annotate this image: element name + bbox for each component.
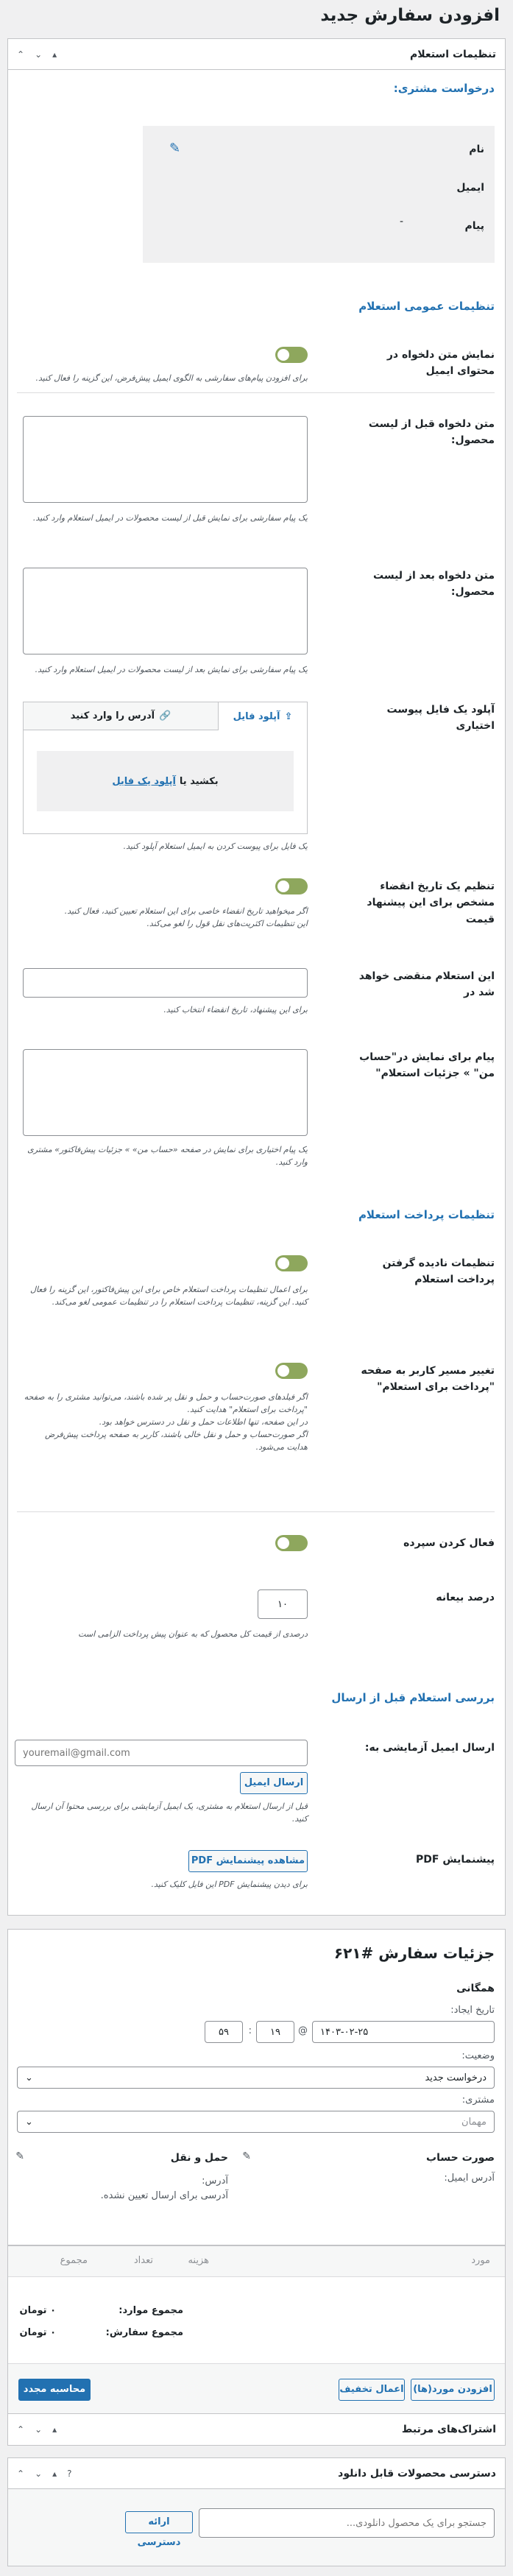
- before-list-desc: یک پیام سفارشی برای نمایش قبل از لیست محصولات در ایمیل استعلام وارد کنید.: [32, 513, 308, 523]
- tab-upload-file-label: آپلود فایل: [233, 710, 280, 722]
- account-message-textarea[interactable]: [23, 1049, 308, 1136]
- customer-message-label: پیام: [464, 220, 484, 232]
- pdf-preview-desc: برای دیدن پیشنمایش PDF این فایل کلیک کنید.: [151, 1880, 308, 1889]
- general-settings-title: تنظیمات عمومی استعلام: [358, 300, 495, 313]
- account-message-label: پیام برای نمایش در"حساب من" » جزئیات استعلام": [359, 1051, 495, 1080]
- page-title: افزودن سفارش جدید: [320, 6, 500, 25]
- date-label: تاریخ ایجاد:: [450, 2005, 495, 2016]
- items-subtotal-value: ۰ تومان: [19, 2305, 56, 2316]
- attachment-label: آپلود یک فایل پیوست اختیاری: [386, 704, 495, 733]
- custom-email-text-desc: برای افزودن پیام‌های سفارشی به الگوی ایمیل پیش‌فرض، این گزینه را فعال کنید.: [35, 373, 308, 383]
- billing-title: [426, 2152, 495, 2164]
- expiry-toggle-label: تنظیم یک تاریخ انقضاء مشخص برای این پیشنهاد قیمت: [367, 881, 495, 925]
- after-list-label: متن دلخواه بعد از لیست محصول:: [373, 570, 495, 599]
- chevron-up-icon[interactable]: ⌃: [17, 2468, 25, 2479]
- quote-settings-box: [7, 38, 506, 1916]
- review-title: بررسی استعلام قبل از ارسال: [331, 1691, 495, 1704]
- ignore-payment-toggle[interactable]: [275, 1255, 308, 1271]
- recalculate-button[interactable]: محاسبه مجدد: [18, 2379, 91, 2401]
- custom-email-text-label: نمایش متن دلخواه در محتوای ایمیل: [386, 349, 495, 378]
- expiry-toggle-desc-2: این تنظیمات اکثریت‌های نقل قول را لغو می‌کند.: [146, 919, 308, 929]
- quote-settings-header: [8, 39, 505, 70]
- customer-email-label: ایمیل: [456, 182, 484, 194]
- shipping-pencil-icon[interactable]: ✎: [242, 2150, 251, 2162]
- after-list-desc: یک پیام سفارشی برای نمایش بعد از لیست محصولات در ایمیل استعلام وارد کنید.: [35, 665, 308, 674]
- customer-request-title: درخواست مشتری:: [393, 82, 495, 95]
- before-list-textarea[interactable]: [23, 416, 308, 503]
- payment-settings-title: تنظیمات پرداخت استعلام: [358, 1208, 495, 1221]
- redirect-desc-1: اگر فیلدهای صورت‌حساب و حمل و نقل پر شده باشند، می‌توانید مشتری را به صفحه "پرداخت برای استعلام" هدایت کنید.: [24, 1392, 308, 1415]
- items-subtotal-label: مجموع موارد:: [118, 2305, 183, 2316]
- status-value: درخواست جدید: [425, 2072, 487, 2083]
- expiry-date-input[interactable]: [23, 968, 308, 998]
- col-qty: تعداد: [133, 2255, 153, 2266]
- after-list-textarea[interactable]: [23, 568, 308, 654]
- chevron-down-icon: ⌄: [25, 2072, 33, 2083]
- tab-upload-file[interactable]: [219, 702, 307, 730]
- caret-up-icon[interactable]: ▴: [52, 49, 57, 60]
- expiry-date-desc: برای این پیشنهاد، تاریخ انقضاء انتخاب کنید.: [163, 1005, 308, 1014]
- ignore-payment-desc: برای اعمال تنظیمات پرداخت استعلام خاص برای این پیش‌فاکتور، این گزینه را فعال کنید. این گزینه، تنظیمات پرداخت استعلام را در تنظیمات عمومی لغو می‌کند.: [29, 1285, 308, 1308]
- tab-enter-url[interactable]: [24, 702, 219, 730]
- order-items-box: [7, 2245, 506, 2429]
- link-icon: 🔗: [159, 710, 171, 721]
- billing-title-text: صورت حساب: [426, 2152, 495, 2164]
- downloadable-products-header: [8, 2458, 505, 2489]
- downloadable-products-box: [7, 2457, 506, 2566]
- box-controls: [17, 49, 57, 60]
- apply-coupon-button[interactable]: اعمال تخفیف: [339, 2379, 405, 2401]
- redirect-desc: [23, 1391, 308, 1453]
- shipping-title: [171, 2152, 228, 2164]
- add-items-button[interactable]: افزودن مورد(ها): [411, 2379, 495, 2401]
- date-input[interactable]: ۱۴۰۳-۰۲-۲۵: [312, 2021, 495, 2043]
- order-title: جزئیات سفارش #۶۲۱: [333, 1944, 495, 1962]
- time-separator: :: [248, 2025, 252, 2036]
- chevron-down-icon[interactable]: ⌄: [35, 49, 43, 60]
- shipping-address-label: آدرس:: [202, 2176, 228, 2187]
- grant-access-button[interactable]: ارائه دسترسی: [125, 2511, 193, 2533]
- col-item: مورد: [471, 2255, 490, 2266]
- chevron-down-icon[interactable]: ⌄: [35, 2424, 43, 2435]
- customer-request-panel: [143, 126, 495, 263]
- divider: [17, 392, 495, 393]
- pdf-preview-label: پیشنمایش PDF: [416, 1854, 495, 1866]
- upload-file-link[interactable]: آپلود یک فایل: [112, 775, 176, 787]
- help-icon[interactable]: ?: [67, 2468, 72, 2479]
- shipping-title-text: حمل و نقل: [170, 2152, 228, 2164]
- download-product-search[interactable]: [199, 2508, 495, 2538]
- customer-select[interactable]: [17, 2111, 495, 2133]
- drop-zone[interactable]: [37, 751, 294, 811]
- related-subscriptions-title: اشتراک‌های مرتبط: [401, 2424, 496, 2435]
- attachment-desc: یک فایل برای پیوست کردن به ایمیل استعلام آپلود کنید.: [123, 841, 308, 851]
- deposit-toggle[interactable]: [275, 1535, 308, 1551]
- customer-label: مشتری:: [461, 2095, 495, 2106]
- custom-email-text-toggle[interactable]: [275, 347, 308, 363]
- col-cost: هزینه: [188, 2255, 209, 2266]
- upload-icon: ⇪: [284, 710, 293, 722]
- caret-up-icon[interactable]: ▴: [52, 2424, 57, 2435]
- redirect-desc-2: در این صفحه، تنها اطلاعات حمل و نقل در دسترس خواهد بود.: [99, 1417, 308, 1428]
- chevron-down-icon: ⌄: [25, 2116, 33, 2128]
- before-list-label: متن دلخواه قبل از لیست محصول:: [368, 418, 495, 447]
- redirect-label: تغییر مسیر کاربر به صفحه "پرداخت برای استعلام": [361, 1365, 495, 1394]
- box-controls: [17, 2469, 72, 2479]
- test-email-desc: قبل از ارسال استعلام به مشتری، یک ایمیل آزمایشی برای بررسی محتوا آن ارسال کنید.: [31, 1802, 308, 1824]
- expiry-toggle[interactable]: [275, 878, 308, 894]
- general-title: همگانی: [456, 1983, 495, 1994]
- pdf-preview-button[interactable]: مشاهده پیشنمایش PDF: [188, 1850, 308, 1872]
- attachment-uploader: [23, 702, 308, 834]
- quote-settings-title: تنظیمات استعلام: [410, 48, 496, 60]
- chevron-down-icon[interactable]: ⌄: [35, 2468, 43, 2479]
- order-total-label: مجموع سفارش:: [105, 2327, 183, 2338]
- tab-enter-url-label: آدرس را وارد کنید: [70, 710, 155, 721]
- downloadable-products-title: دسترسی محصولات قابل دانلود: [338, 2467, 496, 2480]
- test-email-label: ارسال ایمیل آزمایشی به:: [364, 1742, 495, 1754]
- ignore-payment-label: تنظیمات نادیده گرفتن پرداخت استعلام: [382, 1257, 495, 1286]
- related-subscriptions-box: [7, 2413, 506, 2446]
- redirect-desc-3: اگر صورت‌حساب و حمل و نقل خالی باشند، کاربر به صفحه پرداخت پیش‌فرض هدایت می‌شود.: [45, 1430, 308, 1453]
- billing-address-label: آدرس ایمیل:: [444, 2173, 495, 2184]
- deposit-percent-label: درصد بیعانه: [436, 1592, 495, 1603]
- col-total: مجموع: [60, 2255, 88, 2266]
- status-select[interactable]: [17, 2067, 495, 2089]
- status-label: وضعیت:: [461, 2050, 495, 2061]
- deposit-percent-input[interactable]: ۱۰: [258, 1589, 308, 1619]
- customer-name-label: نام: [469, 144, 484, 155]
- order-details-box: [7, 1929, 506, 2245]
- deposit-label: فعال کردن سپرده: [403, 1537, 495, 1549]
- downloads-row: [8, 2489, 505, 2566]
- divider: [17, 1511, 495, 1512]
- caret-up-icon[interactable]: ▴: [52, 2468, 57, 2479]
- items-totals: [8, 2277, 505, 2364]
- pencil-icon[interactable]: ✎: [169, 141, 181, 156]
- test-email-input[interactable]: [15, 1740, 308, 1766]
- items-header: [8, 2246, 505, 2277]
- deposit-percent-desc: درصدی از قیمت کل محصول که به عنوان پیش پرداخت الزامی است: [78, 1629, 308, 1639]
- customer-message-value: -: [399, 216, 403, 227]
- minute-input[interactable]: ۵۹: [205, 2021, 243, 2043]
- account-message-desc: یک پیام اختیاری برای نمایش در صفحه «حساب من» » جزئیات پیش‌فاکتور» مشتری وارد کنید.: [27, 1145, 308, 1168]
- billing-pencil-icon[interactable]: ✎: [15, 2150, 24, 2162]
- related-subscriptions-header: [8, 2414, 505, 2445]
- shipping-none: آدرسی برای ارسال تعیین نشده.: [100, 2190, 228, 2201]
- box-controls: [17, 2424, 57, 2435]
- chevron-up-icon[interactable]: ⌃: [17, 49, 25, 60]
- customer-value: مهمان: [461, 2116, 487, 2128]
- expiry-date-label: این استعلام منقضی خواهد شد در: [358, 970, 495, 999]
- expiry-toggle-desc-1: اگر میخواهید تاریخ انقضاء خاصی برای این استعلام تعیین کنید، فعال کنید.: [64, 906, 308, 916]
- send-email-button[interactable]: ارسال ایمیل: [240, 1772, 308, 1794]
- drop-zone-text: بکشید یا: [179, 775, 219, 787]
- hour-input[interactable]: ۱۹: [256, 2021, 294, 2043]
- expiry-toggle-desc: [23, 905, 308, 930]
- chevron-up-icon[interactable]: ⌃: [17, 2424, 25, 2435]
- redirect-toggle[interactable]: [275, 1363, 308, 1379]
- order-total-value: ۰ تومان: [19, 2327, 56, 2338]
- at-sign: @: [298, 2025, 308, 2036]
